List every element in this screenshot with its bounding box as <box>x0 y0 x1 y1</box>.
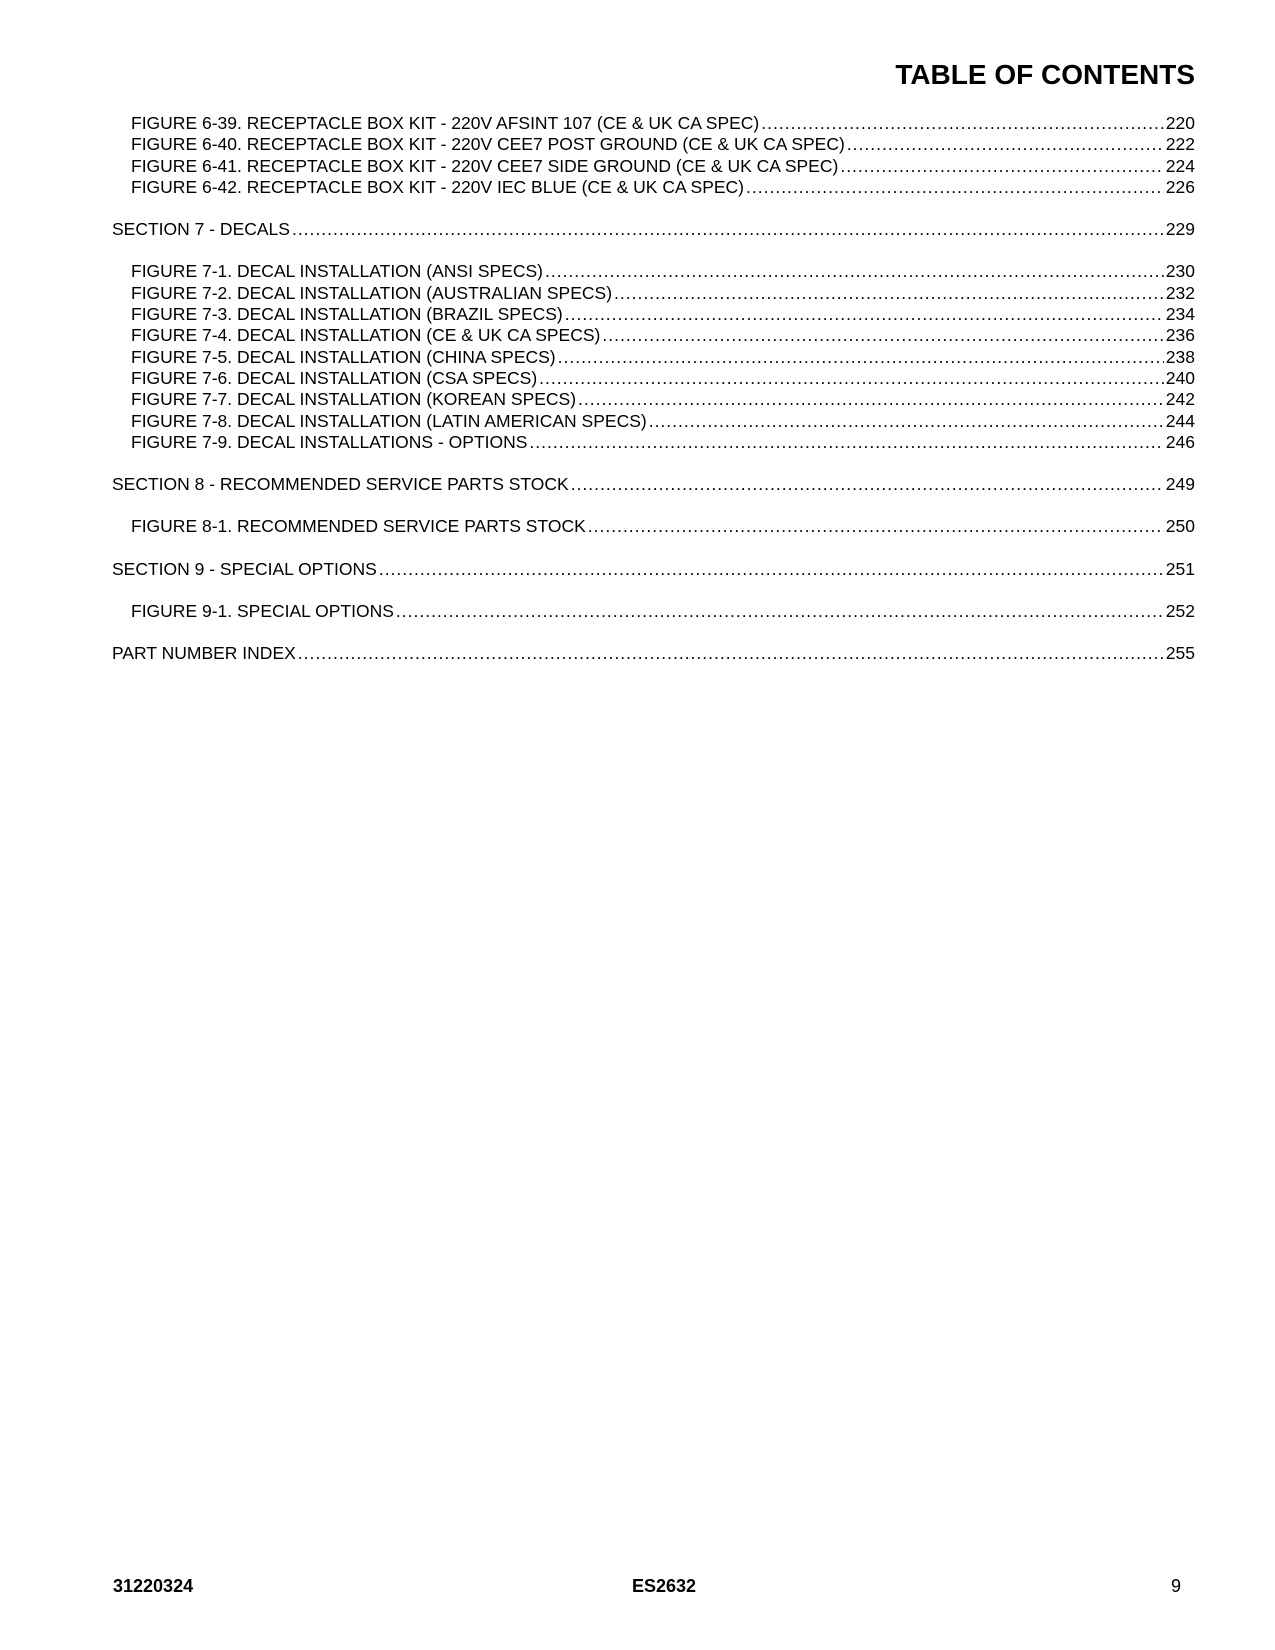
toc-entry[interactable] <box>112 516 1195 537</box>
toc-section-entry[interactable] <box>112 474 1195 495</box>
toc-dot-leader <box>292 219 1164 240</box>
toc-entry-label: FIGURE 7-7. DECAL INSTALLATION (KOREAN SPECS) <box>131 389 577 410</box>
toc-entry-page: 236 <box>1165 325 1195 346</box>
toc-entry-page: 220 <box>1165 113 1195 133</box>
toc-dot-leader <box>571 474 1164 495</box>
toc-section-entry[interactable] <box>112 559 1195 580</box>
toc-entry-label: FIGURE 9-1. SPECIAL OPTIONS <box>131 601 394 622</box>
footer-doc-number: 31220324 <box>113 1576 194 1596</box>
toc-dot-leader <box>588 516 1164 537</box>
toc-entry-label: SECTION 7 - DECALS <box>112 219 290 240</box>
toc-entry[interactable] <box>112 389 1195 410</box>
toc-entry-label: FIGURE 7-6. DECAL INSTALLATION (CSA SPECS) <box>131 367 538 388</box>
toc-entry-page: 255 <box>1165 643 1195 664</box>
toc-entry-label: FIGURE 6-40. RECEPTACLE BOX KIT - 220V CEE7 POST GROUND (CE & UK CA SPEC) <box>131 134 845 155</box>
toc-dot-leader <box>578 389 1164 410</box>
footer-page-number: 9 <box>1170 1576 1181 1596</box>
toc-entry-page: 232 <box>1165 282 1195 303</box>
toc-entry-page: 240 <box>1165 367 1195 388</box>
toc-dot-leader <box>529 432 1163 453</box>
toc-entry-label: SECTION 9 - SPECIAL OPTIONS <box>112 558 377 579</box>
toc-entry-page: 242 <box>1165 389 1195 410</box>
toc-entry-label: FIGURE 7-8. DECAL INSTALLATION (LATIN AMERICAN SPECS) <box>131 410 647 431</box>
toc-entry[interactable] <box>112 601 1195 622</box>
toc-entry-label: FIGURE 6-39. RECEPTACLE BOX KIT - 220V AFSINT 107 (CE & UK CA SPEC) <box>131 113 760 133</box>
toc-entry-page: 251 <box>1165 558 1195 579</box>
toc-entry[interactable] <box>112 325 1195 346</box>
toc-entry-label: FIGURE 8-1. RECOMMENDED SERVICE PARTS STOCK <box>131 516 586 537</box>
toc-entry[interactable] <box>112 261 1195 282</box>
toc-dot-leader <box>545 261 1164 282</box>
toc-dot-leader <box>847 134 1164 155</box>
toc-entry[interactable] <box>112 432 1195 453</box>
toc-entry-page: 230 <box>1165 261 1195 282</box>
toc-entry[interactable] <box>112 347 1195 368</box>
toc-dot-leader <box>558 347 1164 368</box>
toc-entry-label: SECTION 8 - RECOMMENDED SERVICE PARTS STOCK <box>112 474 569 495</box>
toc-entry-page: 229 <box>1165 219 1195 240</box>
toc-entry[interactable] <box>112 411 1195 432</box>
toc-entry-label: FIGURE 6-41. RECEPTACLE BOX KIT - 220V CEE7 SIDE GROUND (CE & UK CA SPEC) <box>131 155 839 176</box>
toc-entry[interactable] <box>112 283 1195 304</box>
toc-entry[interactable] <box>112 304 1195 325</box>
toc-entry-page: 244 <box>1165 410 1195 431</box>
toc-entry-label: FIGURE 7-9. DECAL INSTALLATIONS - OPTIONS <box>131 431 528 452</box>
toc-entry-page: 222 <box>1165 134 1195 155</box>
toc-entry-label: FIGURE 7-1. DECAL INSTALLATION (ANSI SPECS) <box>131 261 543 282</box>
table-of-contents <box>112 113 1195 665</box>
toc-entry[interactable] <box>112 368 1195 389</box>
page-title: TABLE OF CONTENTS <box>895 59 1195 90</box>
toc-dot-leader <box>379 559 1164 580</box>
toc-dot-leader <box>396 601 1164 622</box>
toc-entry-page: 249 <box>1165 474 1195 495</box>
toc-dot-leader <box>539 368 1164 389</box>
toc-entry-page: 234 <box>1165 304 1195 325</box>
toc-dot-leader <box>565 304 1164 325</box>
toc-entry[interactable] <box>112 177 1195 198</box>
toc-entry-label: FIGURE 6-42. RECEPTACLE BOX KIT - 220V IEC BLUE (CE & UK CA SPEC) <box>131 176 745 197</box>
toc-dot-leader <box>649 411 1164 432</box>
toc-dot-leader <box>840 156 1163 177</box>
toc-dot-leader <box>298 643 1164 664</box>
toc-entry-label: PART NUMBER INDEX <box>112 643 296 664</box>
toc-section-entry[interactable] <box>112 219 1195 240</box>
toc-entry-label: FIGURE 7-2. DECAL INSTALLATION (AUSTRALIAN SPECS) <box>131 282 613 303</box>
toc-dot-leader <box>614 283 1164 304</box>
toc-entry-page: 224 <box>1165 155 1195 176</box>
toc-section-entry[interactable] <box>112 643 1195 664</box>
toc-entry-page: 238 <box>1165 346 1195 367</box>
toc-dot-leader <box>761 113 1164 134</box>
toc-dot-leader <box>746 177 1164 198</box>
toc-entry-page: 250 <box>1165 516 1195 537</box>
toc-entry-page: 226 <box>1165 176 1195 197</box>
toc-entry-label: FIGURE 7-4. DECAL INSTALLATION (CE & UK CA SPECS) <box>131 325 601 346</box>
toc-entry-page: 252 <box>1165 601 1195 622</box>
toc-entry-label: FIGURE 7-5. DECAL INSTALLATION (CHINA SPECS) <box>131 346 556 367</box>
toc-entry[interactable] <box>112 134 1195 155</box>
toc-entry-page: 246 <box>1165 431 1195 452</box>
footer-model: ES2632 <box>632 1576 697 1596</box>
toc-entry[interactable] <box>112 156 1195 177</box>
toc-entry-label: FIGURE 7-3. DECAL INSTALLATION (BRAZIL SPECS) <box>131 304 563 325</box>
toc-entry[interactable] <box>112 113 1195 134</box>
toc-dot-leader <box>602 325 1163 346</box>
